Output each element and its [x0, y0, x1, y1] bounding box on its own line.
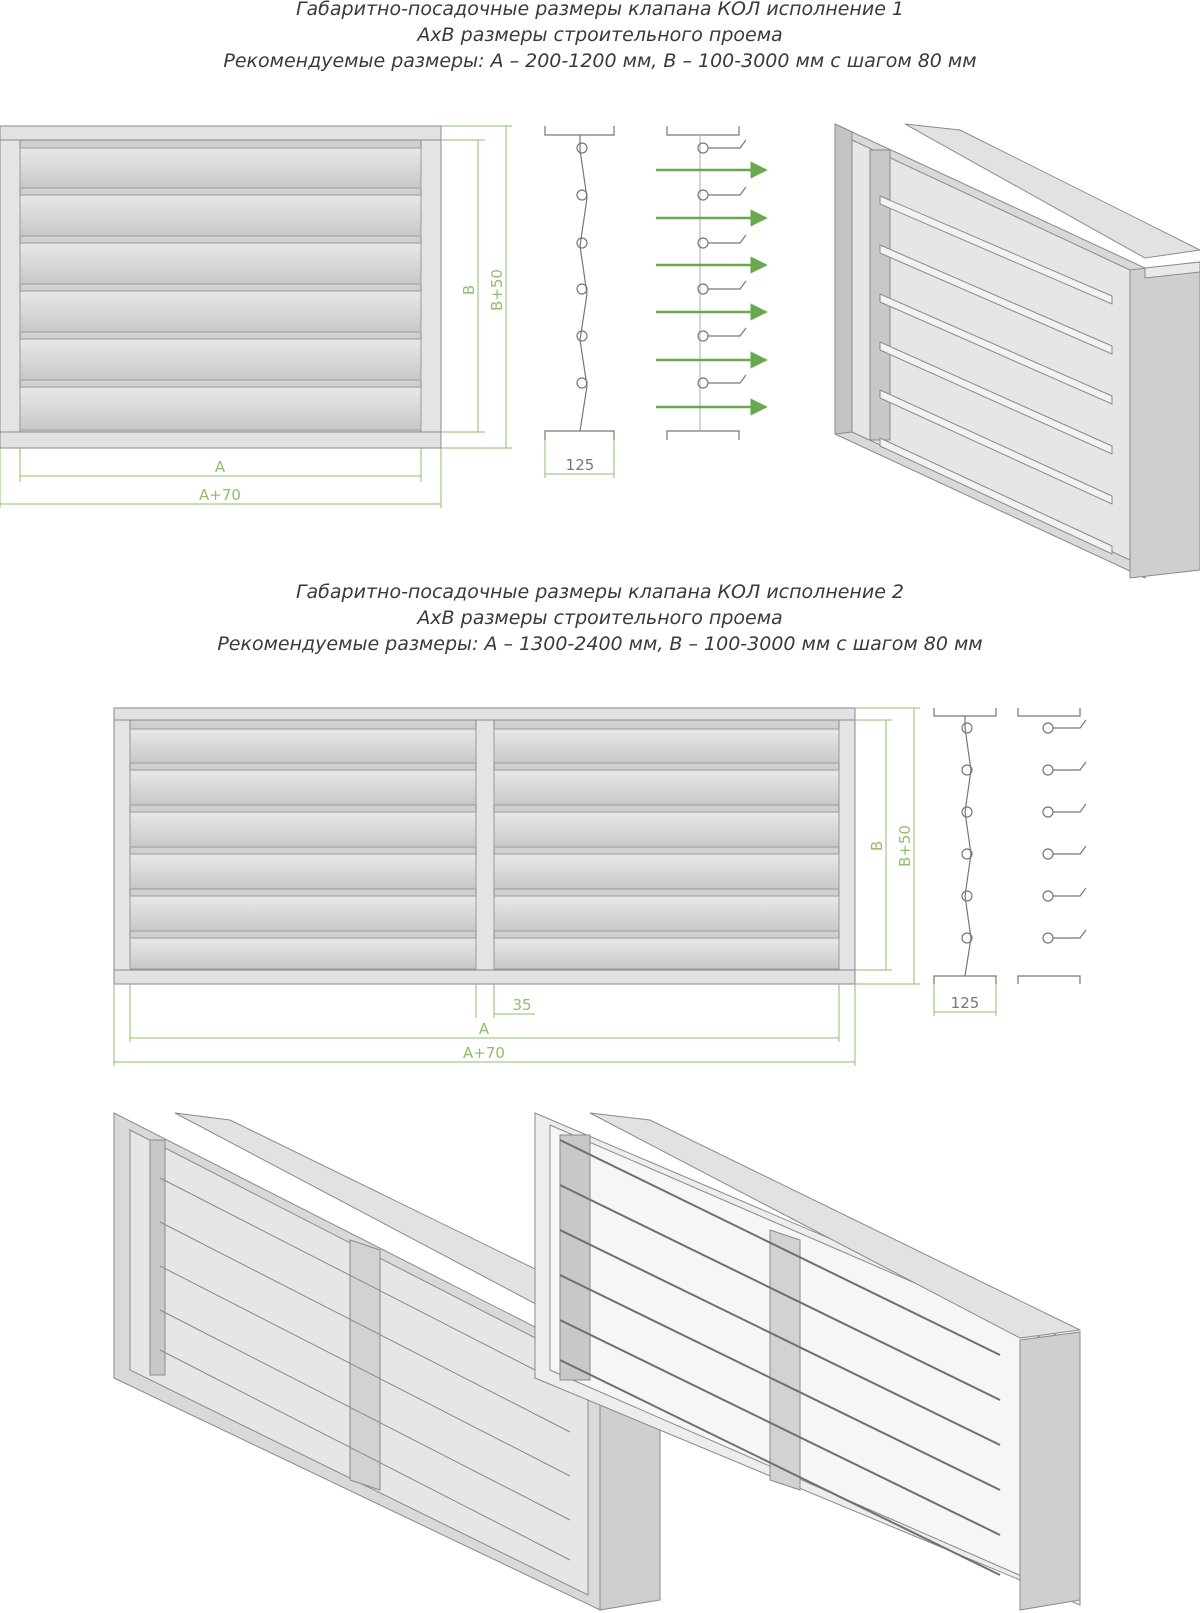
section1-dim-depth: 125 — [565, 456, 595, 474]
section1-profile-closed — [545, 126, 614, 440]
section2-profile-open — [1018, 708, 1086, 984]
section1-dim-a: A — [214, 458, 226, 476]
section2-dim-a: A — [478, 1020, 490, 1038]
section2-recommended: Рекомендуемые размеры: А – 1300-2400 мм, В – 100-3000 мм с шагом 80 мм — [217, 633, 983, 655]
section1-front-view — [0, 126, 441, 448]
section2-dim-post: 35 — [512, 996, 532, 1014]
section1-title: Габаритно-посадочные размеры клапана КОЛ исполнение 1 — [295, 0, 905, 20]
section1-dim-b: B — [460, 284, 478, 296]
section2-dim-depth: 125 — [950, 994, 980, 1012]
section2-title: Габаритно-посадочные размеры клапана КОЛ исполнение 2 — [295, 581, 905, 603]
section1-profile-open — [667, 126, 746, 440]
section1-dim-b50: B+50 — [488, 269, 506, 311]
section1-isometric-view — [835, 124, 1200, 578]
section2-front-view — [114, 708, 855, 984]
section2-dim-b: B — [868, 840, 886, 852]
section1-subtitle: AxB размеры строительного проема — [417, 24, 783, 46]
section2-subtitle: AxB размеры строительного проема — [417, 607, 783, 629]
section2-dim-b50: B+50 — [896, 825, 914, 867]
section2-profile-closed — [934, 708, 996, 984]
section2-dim-a70: A+70 — [463, 1044, 505, 1062]
section1-dim-a70: A+70 — [199, 486, 241, 504]
section1-recommended: Рекомендуемые размеры: А – 200-1200 мм, В – 100-3000 мм с шагом 80 мм — [223, 50, 977, 72]
